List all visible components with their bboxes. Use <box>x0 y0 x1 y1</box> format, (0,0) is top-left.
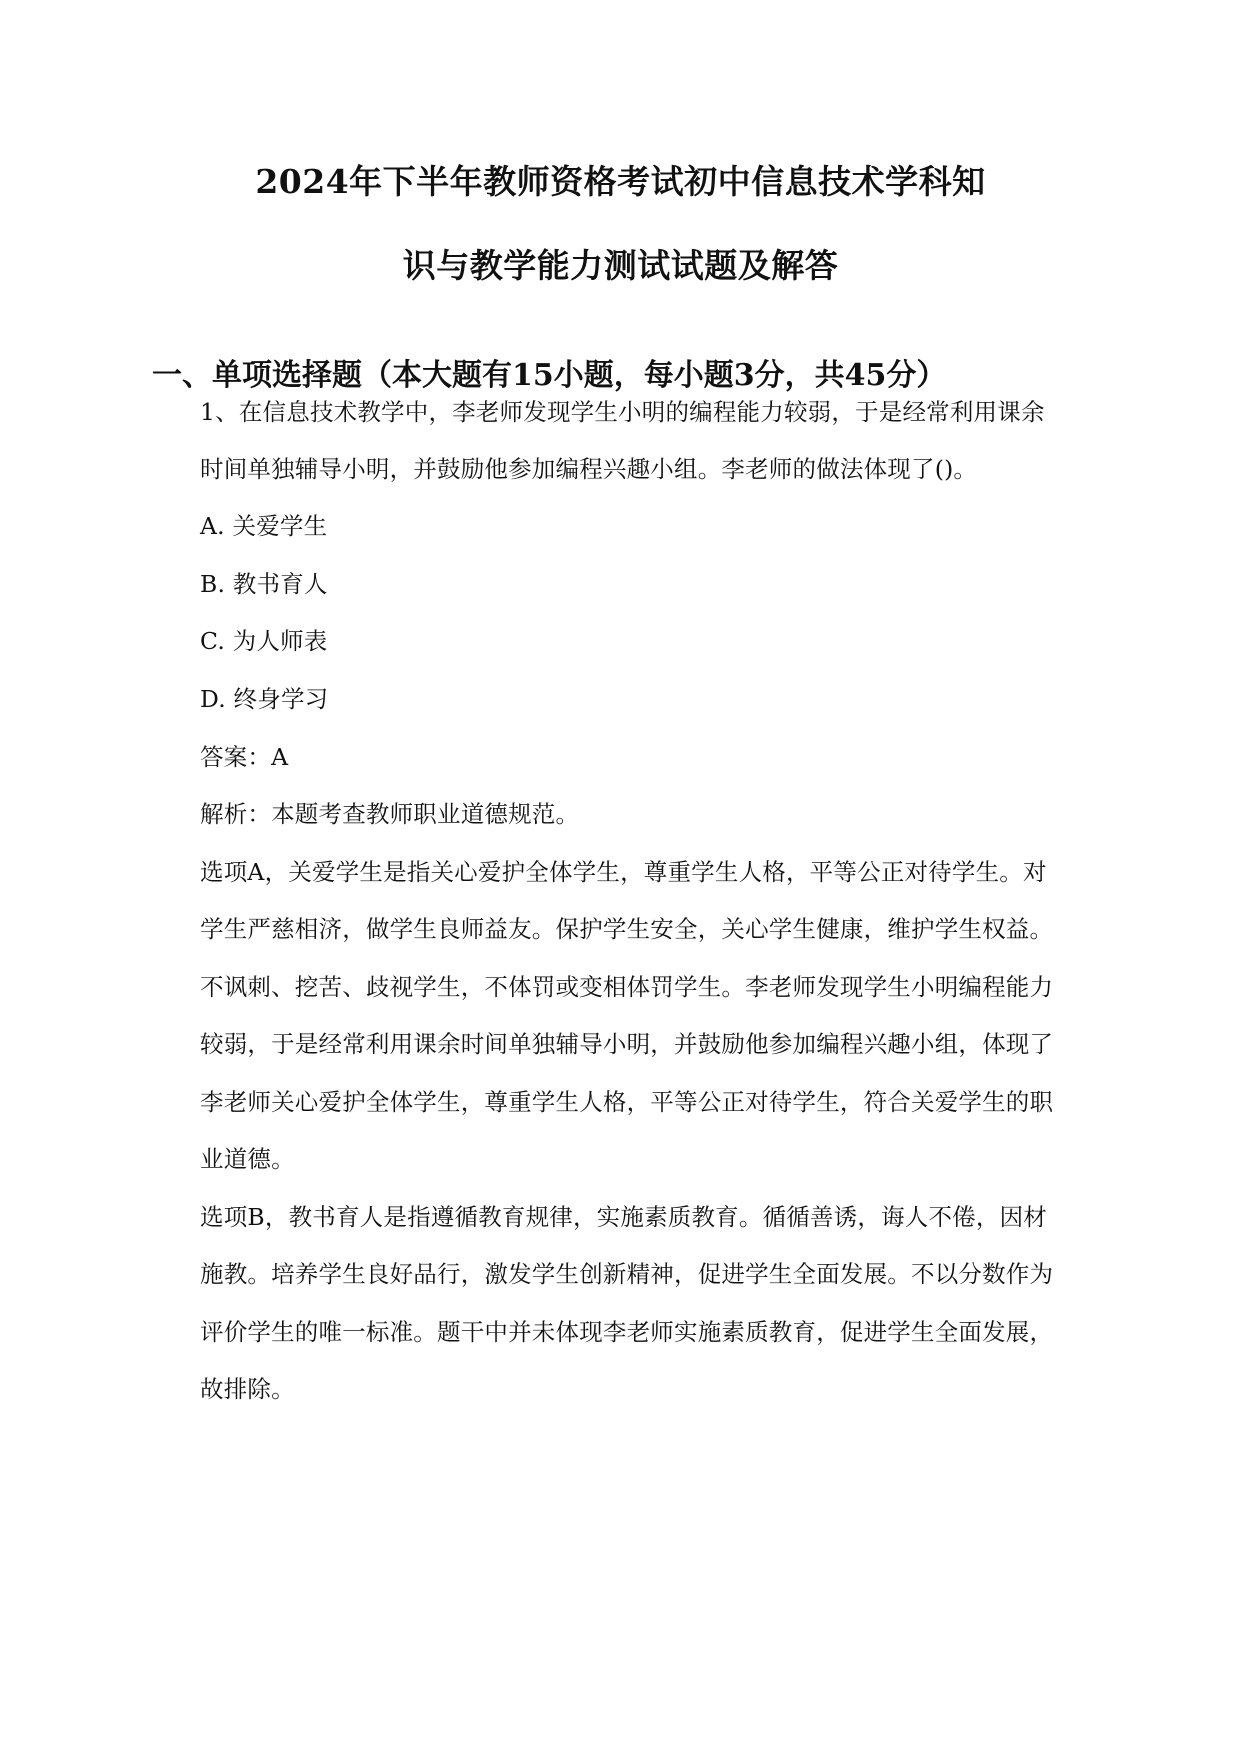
analysis-line: 评价学生的唯一标准。题干中并未体现李老师实施素质教育，促进学生全面发展， <box>200 1318 1054 1346</box>
question-stem-line: 时间单独辅导小明，并鼓励他参加编程兴趣小组。李老师的做法体现了()。 <box>200 455 978 483</box>
option-c: C. 为人师表 <box>200 627 328 655</box>
analysis-line: 业道德。 <box>200 1145 295 1173</box>
analysis-line: 选项A，关爱学生是指关心爱护全体学生，尊重学生人格，平等公正对待学生。对 <box>200 858 1047 886</box>
analysis-line: 选项B，教书育人是指遵循教育规律，实施素质教育。循循善诱，诲人不倦，因材 <box>200 1203 1047 1231</box>
analysis-line: 故排除。 <box>200 1375 295 1403</box>
option-a: A. 关爱学生 <box>200 512 328 540</box>
analysis-line: 施教。培养学生良好品行，激发学生创新精神，促进学生全面发展。不以分数作为 <box>200 1260 1054 1288</box>
analysis-line: 较弱，于是经常利用课余时间单独辅导小明，并鼓励他参加编程兴趣小组，体现了 <box>200 1030 1054 1058</box>
section-heading: 一、单项选择题（本大题有15小题，每小题3分，共45分） <box>152 358 947 393</box>
analysis-line: 学生严慈相济，做学生良师益友。保护学生安全，关心学生健康，维护学生权益。 <box>200 915 1054 943</box>
analysis-intro: 解析：本题考查教师职业道德规范。 <box>200 800 580 828</box>
analysis-line: 李老师关心爱护全体学生，尊重学生人格，平等公正对待学生，符合关爱学生的职 <box>200 1088 1054 1116</box>
question-stem-line: 1、在信息技术教学中，李老师发现学生小明的编程能力较弱，于是经常利用课余 <box>200 398 1045 426</box>
analysis-line: 不讽刺、挖苦、歧视学生，不体罚或变相体罚学生。李老师发现学生小明编程能力 <box>200 973 1054 1001</box>
option-b: B. 教书育人 <box>200 570 328 598</box>
document-title-line1: 2024年下半年教师资格考试初中信息技术学科知 <box>255 162 986 201</box>
answer-line: 答案：A <box>200 743 289 771</box>
option-d: D. 终身学习 <box>200 685 329 713</box>
document-title-line2: 识与教学能力测试试题及解答 <box>402 246 839 285</box>
